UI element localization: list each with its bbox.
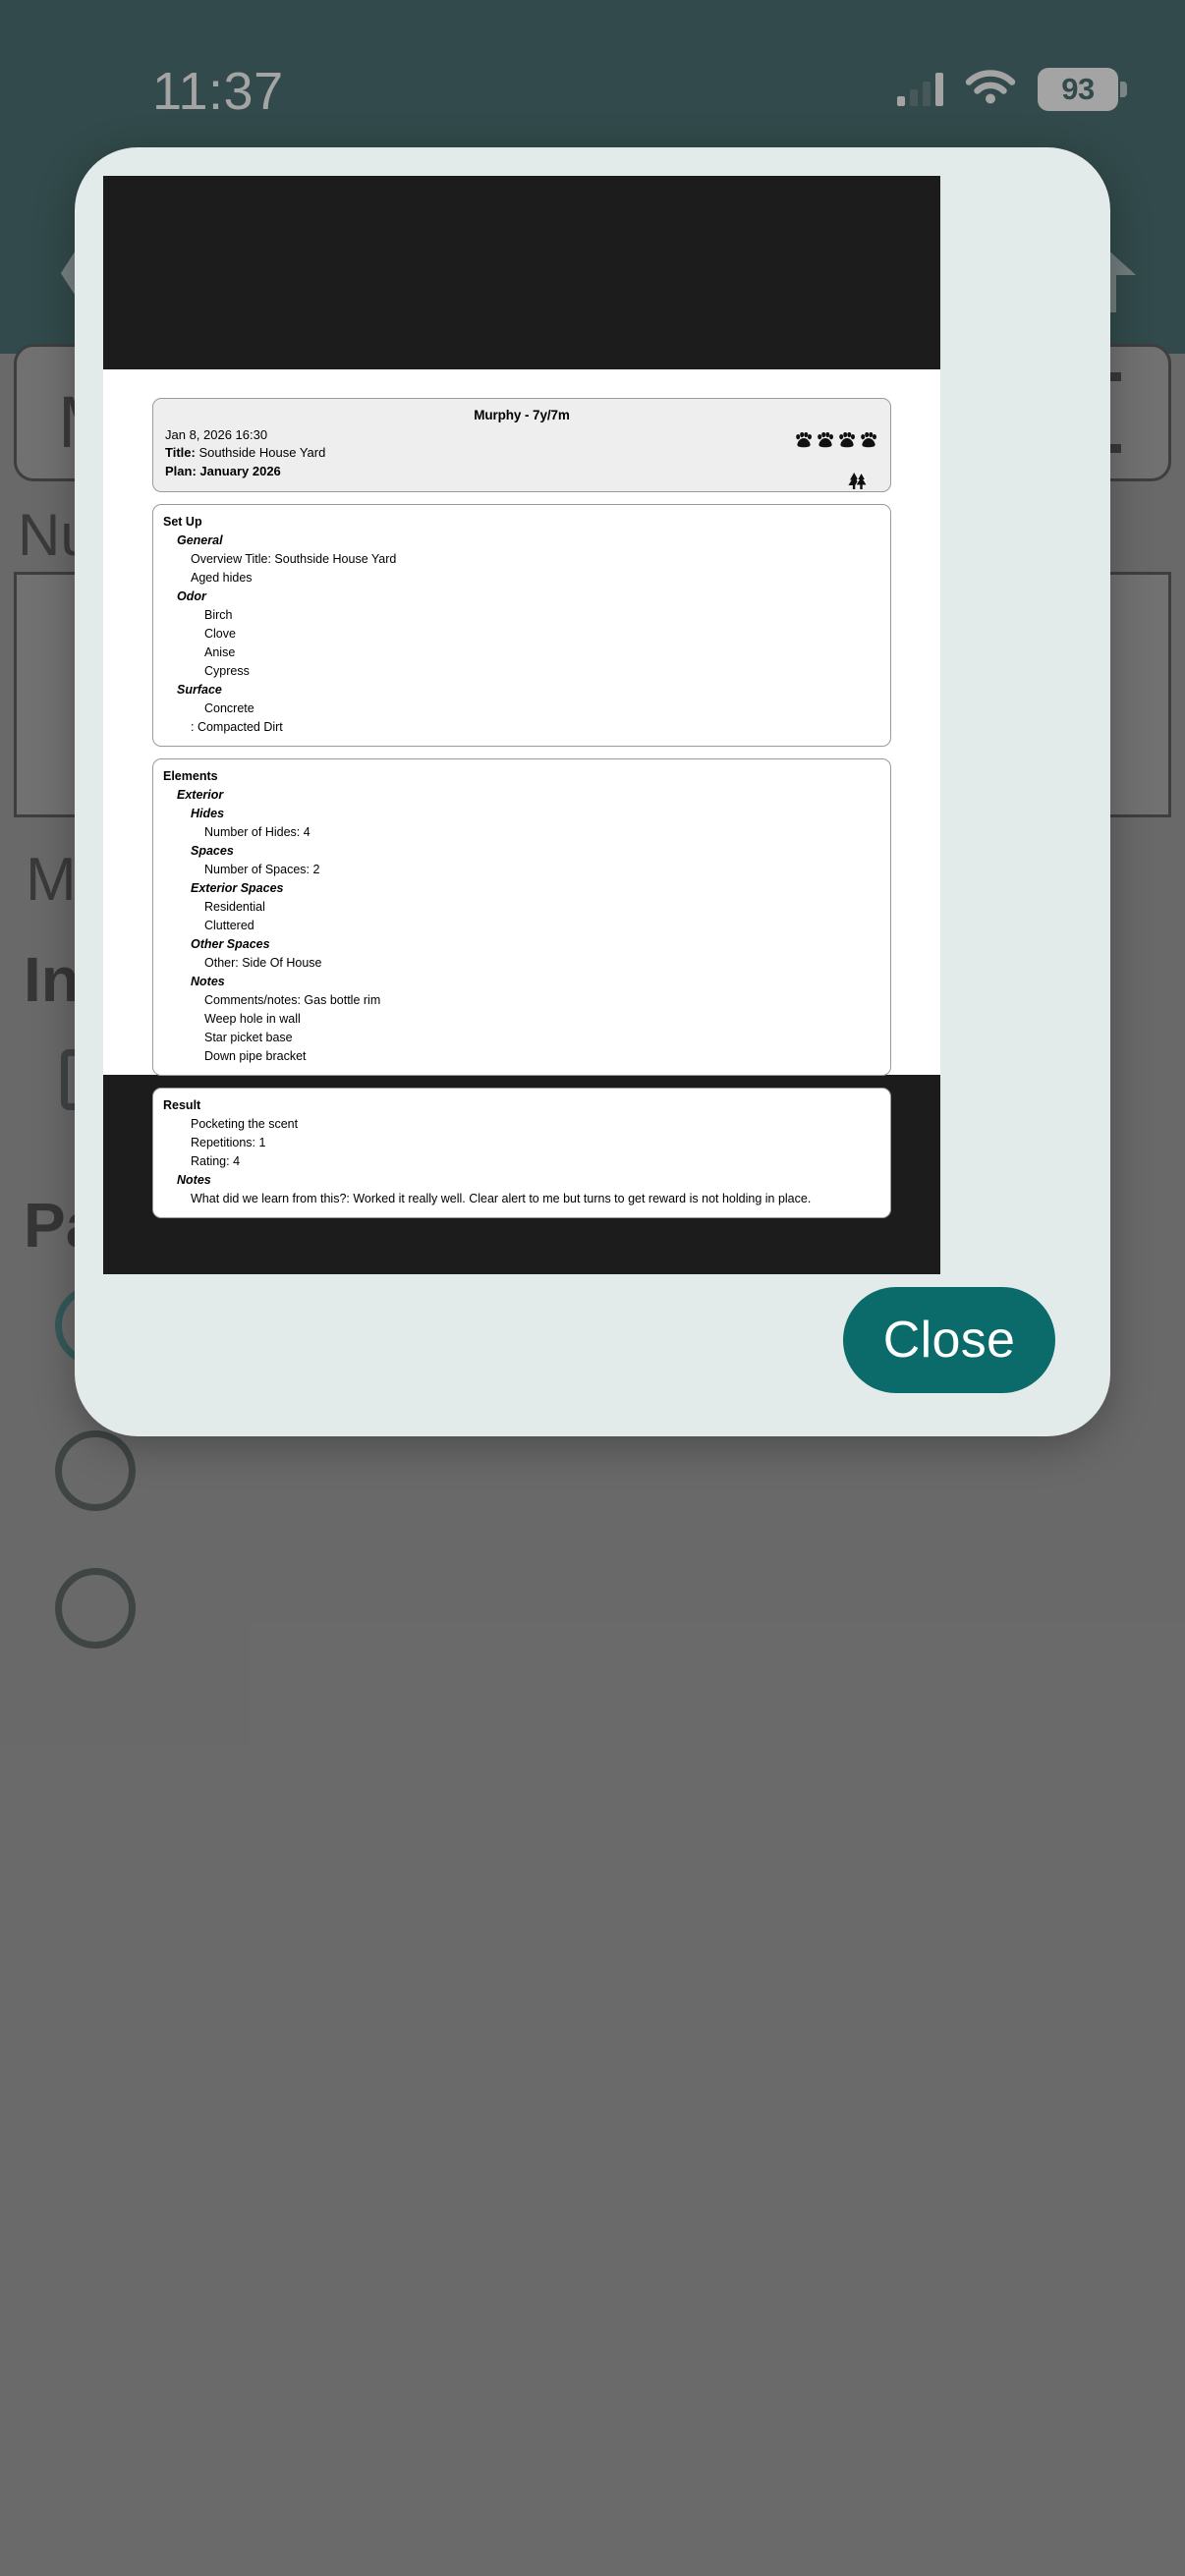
session-title-value: Southside House Yard [195, 445, 326, 461]
section-subheading: Odor [177, 589, 206, 604]
document-sections [152, 504, 891, 1218]
session-datetime: Jan 8, 2026 16:30 [165, 427, 268, 442]
section-item: Anise [204, 645, 236, 660]
pdf-document [152, 398, 891, 1230]
trees-icon [847, 470, 869, 496]
section-subheading: Notes [191, 975, 225, 989]
section-subheading: Hides [191, 807, 225, 821]
section-item: Aged hides [191, 571, 253, 586]
document-section [152, 1088, 891, 1218]
paw-print-icon [817, 432, 833, 448]
pdf-viewport[interactable] [103, 176, 940, 1274]
section-item: Residential [204, 900, 265, 915]
section-subheading: Notes [177, 1173, 211, 1188]
paw-rating [795, 432, 876, 448]
section-item: Down pipe bracket [204, 1049, 307, 1064]
section-item: Pocketing the scent [191, 1117, 299, 1132]
close-button[interactable]: Close [843, 1287, 1055, 1393]
section-subheading: Exterior [177, 788, 224, 803]
section-heading: Elements [163, 769, 218, 784]
section-subheading: Exterior Spaces [191, 881, 284, 896]
section-item: Concrete [204, 701, 254, 716]
dog-title: Murphy - 7y/7m [474, 408, 570, 422]
document-header-card [152, 398, 891, 492]
section-item: Cypress [204, 664, 250, 679]
section-heading: Set Up [163, 515, 202, 530]
section-item: Number of Spaces: 2 [204, 863, 320, 877]
paw-print-icon [860, 432, 876, 448]
document-section [152, 504, 891, 747]
section-item: What did we learn from this?: Worked it really well. Clear alert to me but turns to get reward is not holding in place. [191, 1192, 812, 1206]
pdf-preview-modal [75, 147, 1110, 1436]
section-item: Rating: 4 [191, 1154, 241, 1169]
session-title-line [165, 444, 878, 462]
section-subheading: General [177, 533, 223, 548]
section-subheading: Surface [177, 683, 222, 698]
session-title-label: Title: [165, 445, 196, 461]
section-item: Other: Side Of House [204, 956, 322, 971]
session-plan-line [165, 463, 878, 480]
section-item: Star picket base [204, 1031, 293, 1045]
section-item: Repetitions: 1 [191, 1136, 266, 1150]
session-plan-text: Plan: January 2026 [165, 463, 281, 478]
document-section [152, 758, 891, 1076]
section-item: Number of Hides: 4 [204, 825, 310, 840]
section-item: Birch [204, 608, 233, 623]
section-item: Weep hole in wall [204, 1012, 301, 1027]
section-item: Overview Title: Southside House Yard [191, 552, 397, 567]
section-item: Cluttered [204, 919, 254, 933]
pdf-page [103, 369, 940, 1206]
section-heading: Result [163, 1098, 201, 1113]
section-subheading: Spaces [191, 844, 234, 859]
section-item: : Compacted Dirt [191, 720, 283, 735]
section-item: Comments/notes: Gas bottle rim [204, 993, 381, 1008]
section-subheading: Other Spaces [191, 937, 270, 952]
paw-print-icon [838, 432, 855, 448]
paw-print-icon [795, 432, 812, 448]
section-item: Clove [204, 627, 236, 642]
